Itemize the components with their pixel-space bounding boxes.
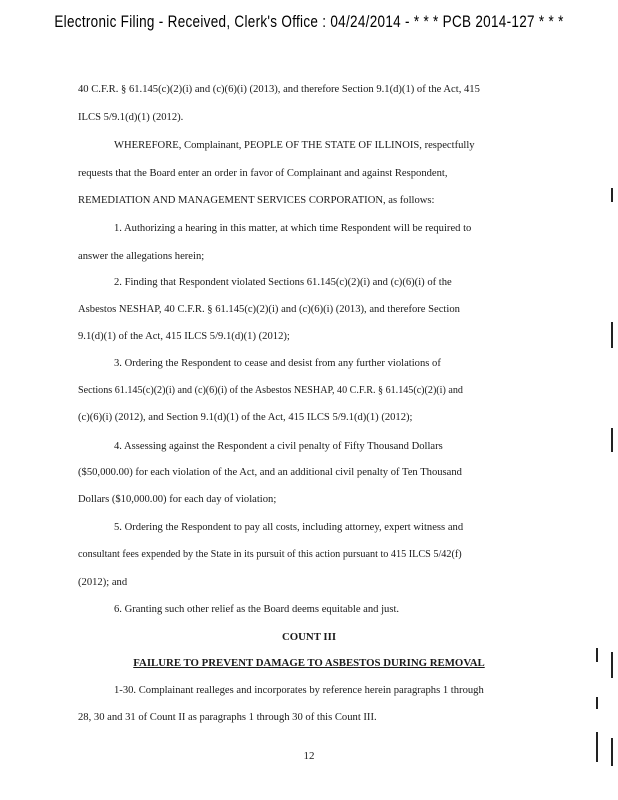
count-line: 28, 30 and 31 of Count II as paragraphs 1 through 30 of this Count III.: [78, 712, 377, 723]
count-heading: FAILURE TO PREVENT DAMAGE TO ASBESTOS DURING REMOVAL: [133, 657, 485, 669]
body-line: requests that the Board enter an order in favor of Complainant and against Respondent,: [78, 168, 448, 179]
body-line: WHEREFORE, Complainant, PEOPLE OF THE STATE OF ILLINOIS, respectfully: [114, 140, 475, 151]
scan-mark: [611, 428, 613, 452]
body-line: Sections 61.145(c)(2)(i) and (c)(6)(i) of the Asbestos NESHAP, 40 C.F.R. § 61.145(c)(2)(i) and: [78, 385, 463, 396]
scan-mark: [596, 732, 598, 762]
body-line: 9.1(d)(1) of the Act, 415 ILCS 5/9.1(d)(1) (2012);: [78, 331, 290, 342]
filing-stamp-header: Electronic Filing - Received, Clerk's Office : 04/24/2014 - * * * PCB 2014-127 * * *: [54, 12, 564, 31]
scan-mark: [596, 697, 598, 709]
page-number: 12: [303, 750, 315, 762]
body-line: (c)(6)(i) (2012), and Section 9.1(d)(1) of the Act, 415 ILCS 5/9.1(d)(1) (2012);: [78, 412, 413, 423]
body-line: ($50,000.00) for each violation of the Act, and an additional civil penalty of Ten Thousand: [78, 467, 462, 478]
body-line: consultant fees expended by the State in its pursuit of this action pursuant to 415 ILCS 5/42(f): [78, 549, 462, 560]
body-line: ILCS 5/9.1(d)(1) (2012).: [78, 112, 184, 123]
scan-mark: [611, 188, 613, 202]
body-line: 2. Finding that Respondent violated Sections 61.145(c)(2)(i) and (c)(6)(i) of the: [114, 277, 452, 288]
body-line: answer the allegations herein;: [78, 251, 205, 262]
body-line: 4. Assessing against the Respondent a civil penalty of Fifty Thousand Dollars: [114, 441, 443, 452]
body-line: REMEDIATION AND MANAGEMENT SERVICES CORPORATION, as follows:: [78, 195, 435, 206]
scan-mark: [596, 648, 598, 662]
body-line: 6. Granting such other relief as the Board deems equitable and just.: [114, 604, 400, 615]
body-line: 1. Authorizing a hearing in this matter, at which time Respondent will be required to: [114, 223, 472, 234]
count-title: COUNT III: [281, 631, 337, 643]
count-line: 1-30. Complainant realleges and incorporates by reference herein paragraphs 1 through: [114, 685, 484, 696]
body-line: Dollars ($10,000.00) for each day of violation;: [78, 494, 277, 505]
body-line: (2012); and: [78, 577, 128, 588]
body-line: 5. Ordering the Respondent to pay all costs, including attorney, expert witness and: [114, 522, 464, 533]
scan-mark: [611, 322, 613, 348]
body-line: Asbestos NESHAP, 40 C.F.R. § 61.145(c)(2)(i) and (c)(6)(i) (2013), and therefore Section: [78, 304, 460, 315]
body-line: 40 C.F.R. § 61.145(c)(2)(i) and (c)(6)(i) (2013), and therefore Section 9.1(d)(1) of the Act, 415: [78, 84, 480, 95]
body-line: 3. Ordering the Respondent to cease and desist from any further violations of: [114, 358, 441, 369]
scan-mark: [611, 738, 613, 766]
scan-mark: [611, 652, 613, 678]
